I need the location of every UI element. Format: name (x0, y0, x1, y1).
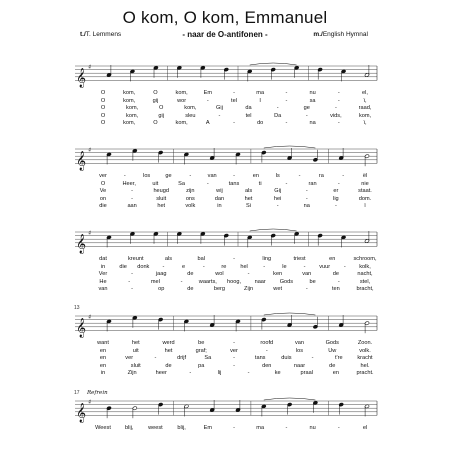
lyric-syllable: in (100, 263, 106, 270)
lyric-syllable: die (119, 263, 127, 270)
lyric-syllable: - (233, 173, 235, 179)
section-marker: Refrein (87, 390, 108, 396)
lyric-syllable: waarts, (198, 278, 217, 285)
lyric-syllable: kom, (126, 105, 139, 111)
lyric-syllable: drijf (177, 355, 187, 361)
lyric-syllable: jaag (155, 271, 167, 277)
lyric-line (75, 98, 377, 105)
lyric-line (75, 348, 377, 355)
lyric-syllable: - (285, 425, 288, 431)
lyric-syllable: dat (99, 256, 107, 262)
bar-number: 17 (74, 390, 80, 396)
lyric-syllable: den (262, 362, 272, 369)
treble-clef-icon: 𝄞 (76, 67, 87, 88)
lyric-syllable: - (233, 90, 235, 96)
lyric-syllable: on (99, 195, 107, 202)
lyric-syllable: weest (148, 425, 163, 431)
lyric-syllable: - (154, 355, 157, 361)
lyric-syllable: vids, (330, 112, 342, 119)
lyric-line (75, 256, 377, 263)
lyric-syllable: - (305, 188, 308, 194)
lyric-syllable: dan (214, 195, 225, 202)
treble-clef-icon: 𝄞 (76, 317, 87, 338)
slur (264, 398, 316, 400)
music-system (75, 228, 377, 298)
lyric-syllable: ling (262, 256, 272, 262)
lyric-syllable: de (165, 362, 172, 369)
lyric-syllable: - (285, 90, 288, 96)
lyric-syllable: - (233, 256, 235, 262)
lyric-syllable: t're (334, 355, 343, 361)
lyric-syllable: lij (217, 370, 222, 376)
lyric-syllable: ver (230, 347, 238, 354)
slur (250, 229, 297, 231)
lyric-syllable: kolk, (359, 263, 371, 270)
lyric-syllable: van (302, 271, 312, 277)
lyric-syllable: Sa (204, 355, 212, 361)
lyric-syllable: O (153, 120, 158, 126)
lyric-syllable: - (337, 97, 340, 104)
lyric-syllable: - (263, 263, 266, 270)
slur (264, 146, 316, 148)
lyric-syllable: A (205, 120, 210, 126)
lyric-syllable: nie (361, 180, 369, 187)
lyric-line (75, 90, 377, 97)
lyric-syllable: na (309, 120, 316, 126)
lyric-line (75, 196, 377, 203)
lyric-syllable: - (343, 263, 346, 270)
lyric-syllable: re (221, 263, 227, 270)
lyric-syllable: kom, (184, 105, 197, 111)
treble-clef-icon: 𝄞 (76, 402, 87, 423)
sharp-icon: ♯ (88, 398, 92, 407)
lyric-syllable: Ve (99, 188, 107, 194)
lyric-syllable: - (202, 263, 205, 270)
lyric-syllable: duis (281, 355, 292, 361)
music-system (75, 62, 377, 132)
lyric-syllable: Em (203, 425, 212, 431)
sharp-icon: ♯ (88, 229, 92, 238)
lyric-syllable: mel (150, 278, 160, 285)
lyric-syllable: - (337, 90, 340, 96)
lyric-syllable: ge (303, 105, 310, 111)
lyric-syllable: - (128, 278, 131, 285)
lyric-syllable: O (100, 180, 106, 187)
lyric-line (75, 370, 377, 377)
lyric-syllable: - (131, 286, 134, 292)
lyric-syllable: stel, (359, 278, 371, 285)
slur (250, 63, 297, 65)
lyric-syllable: en (99, 355, 107, 361)
lyric-syllable: - (218, 112, 221, 119)
lyric-syllable: da (245, 105, 252, 111)
lyric-syllable: aan (127, 203, 137, 209)
lyric-syllable: - (305, 195, 308, 202)
lyric-syllable: be (198, 340, 205, 346)
lyric-syllable: O (100, 105, 106, 111)
lyric-syllable: kracht (357, 355, 373, 361)
staff (75, 228, 377, 252)
lyric-syllable: el (362, 425, 368, 431)
lyric-syllable: kom, (123, 97, 136, 104)
lyric-syllable: - (305, 286, 308, 292)
lyric-syllable: het (164, 347, 173, 354)
lyric-syllable: sleu (185, 112, 196, 119)
bar-number: 13 (74, 305, 80, 311)
lyric-line (75, 120, 377, 127)
lyric-syllable: die (99, 203, 107, 209)
lyric-syllable: en (99, 347, 107, 354)
lyric-syllable: kom, (175, 120, 188, 126)
lyric-syllable: - (131, 195, 134, 202)
sharp-icon: ♯ (88, 63, 92, 72)
lyric-syllable: in (100, 370, 106, 376)
lyric-syllable: ver (99, 173, 107, 179)
lyric-syllable: en (99, 362, 107, 369)
lyric-line (75, 279, 377, 286)
lyric-syllable: - (206, 180, 209, 187)
lyric-syllable: sa (309, 97, 316, 104)
lyric-syllable: ël (362, 173, 368, 179)
lyric-syllable: ver (125, 355, 134, 361)
lyric-syllable: van (294, 340, 305, 346)
lyric-syllable: want (97, 340, 109, 346)
lyric-syllable: vuur (319, 263, 331, 270)
lyric-line (75, 425, 377, 432)
lyric-syllable: - (206, 97, 209, 104)
lyric-syllable: blij, (124, 425, 134, 431)
lyric-syllable: - (334, 105, 337, 111)
lyric-syllable: lig (333, 195, 339, 202)
lyric-syllable: - (337, 180, 340, 187)
slur (264, 313, 316, 315)
lyric-syllable: - (285, 120, 288, 126)
lyric-syllable: - (189, 173, 192, 179)
lyricist-role: t./ (80, 31, 86, 38)
lyric-syllable: O (159, 105, 164, 111)
sharp-icon: ♯ (88, 146, 92, 155)
treble-clef-icon: 𝄞 (76, 233, 87, 254)
lyric-syllable: het (157, 203, 166, 209)
lyric-syllable: bracht, (356, 286, 374, 292)
lyric-syllable: hel. (360, 362, 370, 369)
lyric-syllable: Zoon. (357, 340, 373, 346)
lyric-syllable: - (247, 370, 250, 376)
lyric-syllable: Gods (279, 278, 294, 285)
lyric-syllable: I (259, 97, 261, 104)
lyric-syllable: - (233, 425, 235, 431)
lyric-syllable: Si (246, 203, 252, 209)
lyric-syllable: roofd (260, 340, 274, 346)
lyric-syllable: - (276, 105, 279, 111)
lyric-syllable: Ver (98, 271, 108, 277)
lyric-syllable: Gij (274, 188, 282, 194)
lyric-syllable: ge (165, 173, 172, 179)
lyric-syllable: ken (273, 271, 283, 277)
lyric-syllable: Zijn (244, 286, 254, 292)
lyric-syllable: staat. (358, 188, 372, 194)
lyric-syllable: berg (213, 286, 226, 292)
lyric-syllable: - (276, 203, 279, 209)
lyricist-credit (80, 31, 121, 38)
lyric-syllable: O (100, 120, 106, 126)
lyric-syllable: hei (273, 195, 282, 202)
lyric-syllable: ra (318, 173, 324, 179)
lyric-syllable: Da (274, 112, 282, 119)
lyric-line (75, 271, 377, 278)
lyric-syllable: ï, (363, 97, 367, 104)
lyric-syllable: schroom, (353, 256, 377, 262)
lyric-syllable: de (332, 271, 339, 277)
lyric-syllable: ran (308, 180, 317, 187)
lyric-syllable: van (207, 173, 217, 179)
composer-role: m./ (313, 31, 323, 38)
lyric-syllable: bal (197, 256, 205, 262)
lyric-syllable: - (162, 263, 165, 270)
lyric-syllable: nu (309, 90, 316, 96)
lyric-line (75, 188, 377, 195)
lyric-line (75, 355, 377, 362)
lyric-syllable: - (265, 347, 268, 354)
lyric-syllable: Zijn (127, 370, 137, 376)
lyric-syllable: nacht, (357, 271, 373, 277)
lyric-syllable: graf; (195, 347, 207, 354)
lyric-line (75, 340, 377, 347)
lyric-syllable: Weest (95, 425, 111, 431)
lyric-syllable: er (333, 188, 339, 194)
lyric-syllable: los (295, 347, 304, 354)
staff (75, 312, 377, 336)
lyric-syllable: in (217, 203, 222, 209)
lyric-syllable: ti (258, 180, 262, 187)
lyric-syllable: ten (331, 286, 340, 292)
lyric-syllable: - (337, 120, 340, 126)
lyric-syllable: - (189, 370, 192, 376)
song-subtitle: - naar de O-antifonen - (182, 30, 268, 39)
lyric-syllable: na (303, 203, 310, 209)
lyric-syllable: uit (152, 180, 159, 187)
composer-name: English Hymnal (322, 31, 368, 38)
lyric-syllable: el, (362, 90, 368, 96)
lyric-line (75, 203, 377, 210)
lyric-syllable: blij, (177, 425, 186, 431)
lyric-syllable: uit (132, 347, 139, 354)
lyric-syllable: Gij (216, 105, 223, 111)
lyric-syllable: O (100, 97, 106, 104)
lyric-syllable: be (309, 278, 316, 285)
lyric-syllable: het (244, 195, 253, 202)
lyric-syllable: tel (245, 112, 252, 119)
lyric-syllable: - (342, 173, 345, 179)
lyric-syllable: Uw (328, 347, 337, 354)
lyric-syllable: ke (274, 370, 281, 376)
lyric-line (75, 105, 377, 112)
lyric-syllable: los (143, 173, 151, 179)
lyric-syllable: tel (231, 97, 237, 104)
lyric-syllable: le (282, 263, 287, 270)
lyric-syllable: heer (155, 370, 167, 376)
lyric-syllable: heugd (153, 188, 169, 194)
lyric-syllable: - (337, 278, 340, 285)
music-system (75, 145, 377, 215)
lyric-syllable: raad, (358, 105, 372, 111)
song-title: O kom, O kom, Emmanuel (122, 8, 328, 27)
lyric-syllable: de (187, 286, 194, 292)
lyric-syllable: kom, (123, 120, 136, 126)
lyric-syllable: kreunt (127, 256, 144, 262)
lyric-syllable: kom, (126, 112, 139, 119)
lyric-syllable: ï (364, 203, 366, 209)
lyric-syllable: donk (137, 263, 150, 270)
lyric-syllable: - (285, 97, 288, 104)
lyric-syllable: tans (228, 180, 240, 187)
lyric-syllable: - (311, 355, 314, 361)
lyric-syllable: do (257, 120, 264, 126)
lyric-syllable: de (187, 271, 194, 277)
lyric-syllable: wor (177, 97, 187, 104)
lyric-syllable: wij (216, 188, 223, 194)
lyric-line (75, 113, 377, 120)
lyric-line (75, 264, 377, 271)
lyric-syllable: kom, (123, 90, 136, 96)
lyric-syllable: O (100, 90, 106, 96)
lyric-syllable: werd (162, 340, 175, 346)
lyric-syllable: - (180, 278, 183, 285)
lyric-syllable: - (303, 263, 306, 270)
lyric-syllable: Is (275, 173, 280, 179)
lyric-syllable: als (164, 256, 173, 262)
lyric-syllable: naar (254, 278, 266, 285)
lyric-line (75, 181, 377, 188)
lyric-syllable: het (131, 340, 140, 346)
lyric-syllable: O (100, 112, 106, 119)
lyric-syllable: van (98, 286, 108, 292)
lyric-syllable: ma (256, 425, 265, 431)
lyric-syllable: volk. (359, 347, 371, 354)
lyric-syllable: - (337, 425, 340, 431)
lyric-syllable: gij (152, 97, 159, 104)
lyric-syllable: de (329, 362, 336, 369)
lyric-syllable: Gods (325, 340, 339, 346)
lyric-syllable: hoog, (227, 278, 241, 285)
lyric-syllable: volk (185, 203, 196, 209)
lyric-syllable: kom, (358, 112, 372, 119)
treble-clef-icon: 𝄞 (76, 150, 87, 171)
music-system (74, 390, 377, 467)
lyric-syllable: als (244, 188, 253, 194)
lyric-syllable: pracht. (356, 370, 374, 376)
music-system (74, 305, 377, 382)
lyric-syllable: - (233, 120, 235, 126)
lyric-syllable: tans (254, 355, 266, 361)
lyric-syllable: Em (203, 90, 212, 96)
lyric-syllable: zijn (186, 188, 195, 194)
lyric-syllable: ma (256, 90, 265, 96)
lyric-syllable: en (329, 256, 336, 262)
lyric-syllable: - (334, 203, 337, 209)
lyric-syllable: He (99, 278, 107, 285)
lyric-syllable: op (158, 286, 165, 292)
lyric-syllable: triest (293, 256, 306, 262)
staff (75, 62, 377, 86)
lyric-line (75, 286, 377, 293)
lyric-syllable: - (298, 173, 301, 179)
staff (75, 397, 377, 421)
lyric-syllable: - (123, 173, 126, 179)
lyric-syllable: - (285, 180, 288, 187)
lyric-syllable: - (247, 271, 250, 277)
lyric-syllable: - (131, 188, 134, 194)
lyric-syllable: wol (215, 271, 224, 277)
lyric-syllable: - (233, 362, 235, 369)
lyric-syllable: nu (309, 425, 316, 431)
lyric-syllable: - (305, 112, 308, 119)
composer-credit (313, 31, 368, 38)
lyric-syllable: en (332, 370, 339, 376)
staff (75, 145, 377, 169)
lyric-syllable: wet (273, 286, 283, 292)
lyric-syllable: - (233, 340, 235, 346)
lyric-syllable: e (182, 263, 186, 270)
lyric-line (75, 173, 377, 180)
lyric-syllable: kom, (175, 90, 188, 96)
lyric-syllable: ons (185, 195, 195, 202)
lyric-syllable: en (252, 173, 259, 179)
lyric-syllable: hel (240, 263, 248, 270)
lyric-syllable: - (131, 271, 134, 277)
lyric-syllable: praal (300, 370, 313, 376)
sharp-icon: ♯ (88, 313, 92, 322)
lyric-syllable: sluit (130, 362, 141, 369)
lyric-syllable: naar (293, 362, 306, 369)
lyric-syllable: Heer, (122, 180, 136, 187)
lyric-syllable: O (153, 90, 158, 96)
lyric-syllable: gij (158, 112, 165, 119)
lyric-syllable: pa (198, 362, 205, 369)
lyric-syllable: ï, (363, 120, 367, 126)
lyric-line (75, 363, 377, 370)
lyric-syllable: dom. (358, 195, 372, 202)
lyricist-name: T. Lemmens (85, 31, 122, 38)
lyric-syllable: sluit (156, 195, 167, 202)
lyric-syllable: Sa (178, 180, 186, 187)
lyric-syllable: - (233, 355, 235, 361)
